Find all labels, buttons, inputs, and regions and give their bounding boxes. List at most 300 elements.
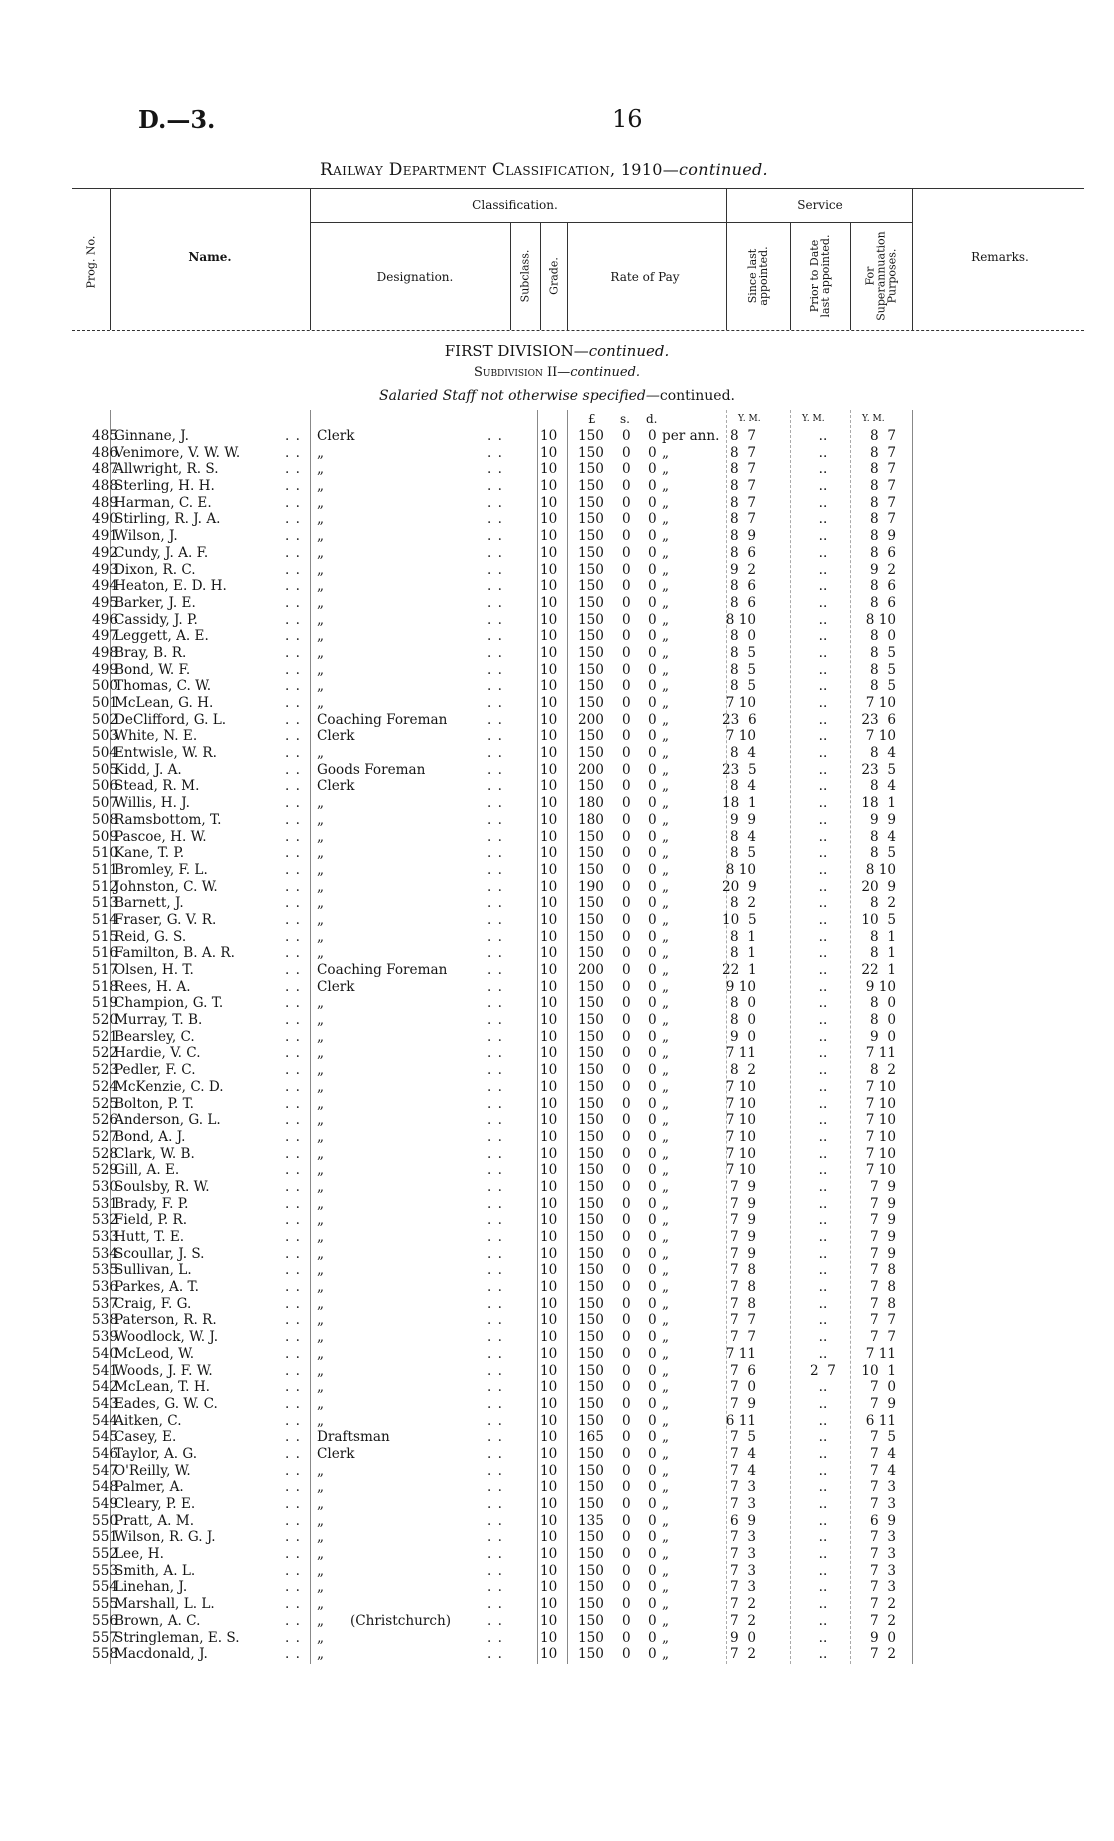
rate-pounds: 150 bbox=[578, 561, 604, 578]
designation: Clerk bbox=[317, 778, 355, 795]
leader-dots: . . bbox=[487, 1195, 503, 1212]
subclass: 10 bbox=[540, 878, 558, 895]
prog-no: 508 bbox=[92, 811, 118, 828]
rate-shillings: 0 bbox=[622, 778, 631, 795]
rate-pence: 0 bbox=[648, 1479, 657, 1496]
table-row bbox=[0, 1012, 1114, 1029]
rate-pounds: 150 bbox=[578, 678, 604, 695]
rate-pounds: 150 bbox=[578, 661, 604, 678]
rate-pence: 0 bbox=[648, 1178, 657, 1195]
leader-dots: . . bbox=[487, 962, 503, 978]
staff-name: Wilson, J. bbox=[114, 528, 178, 545]
rate-pence: 0 bbox=[648, 1345, 657, 1362]
rate-period: „ bbox=[662, 978, 670, 995]
rate-pounds: 150 bbox=[578, 478, 604, 495]
leader-dots: . . bbox=[285, 695, 301, 711]
service-superannuation: 7 8 bbox=[870, 1295, 896, 1312]
staff-name: Bromley, F. L. bbox=[114, 861, 208, 878]
service-prior: .. bbox=[818, 611, 828, 628]
leader-dots: . . bbox=[285, 1562, 301, 1579]
table-row bbox=[0, 1112, 1114, 1129]
rate-period: „ bbox=[662, 895, 670, 912]
staff-name: McKenzie, C. D. bbox=[114, 1078, 224, 1095]
rate-pence: 0 bbox=[648, 611, 657, 628]
leader-dots: . . bbox=[487, 978, 503, 995]
staff-name: Clark, W. B. bbox=[114, 1145, 195, 1162]
rate-period: „ bbox=[662, 644, 670, 661]
designation: „ bbox=[317, 1329, 325, 1346]
leader-dots: . . bbox=[487, 478, 503, 495]
header-since-last-appointed: Since last appointed. bbox=[746, 246, 770, 306]
subclass: 10 bbox=[540, 1479, 558, 1496]
service-superannuation: 8 0 bbox=[870, 628, 896, 645]
col-divider bbox=[726, 188, 727, 330]
service-prior: .. bbox=[818, 945, 828, 962]
table-row bbox=[0, 562, 1114, 579]
leader-dots: . . bbox=[285, 644, 301, 661]
rate-shillings: 0 bbox=[622, 1379, 631, 1396]
prog-no: 557 bbox=[92, 1629, 118, 1646]
rate-pence: 0 bbox=[648, 1229, 657, 1245]
service-superannuation: 8 5 bbox=[870, 644, 896, 661]
table-row bbox=[0, 929, 1114, 946]
leader-dots: . . bbox=[285, 861, 301, 878]
prog-no: 502 bbox=[92, 711, 118, 728]
leader-dots: . . bbox=[285, 962, 301, 978]
table-row bbox=[0, 712, 1114, 729]
subclass: 10 bbox=[540, 1596, 558, 1613]
service-since-last: 8 10 bbox=[725, 861, 756, 878]
service-prior: .. bbox=[818, 895, 828, 912]
staff-table-body bbox=[0, 428, 1114, 1663]
leader-dots: . . bbox=[285, 711, 301, 728]
service-prior: .. bbox=[818, 1195, 828, 1212]
service-superannuation: 7 9 bbox=[870, 1395, 896, 1412]
rate-period: „ bbox=[662, 1412, 670, 1429]
leader-dots: . . bbox=[285, 1312, 301, 1329]
rate-period: „ bbox=[662, 1562, 670, 1579]
col-divider bbox=[310, 188, 311, 330]
rate-period: „ bbox=[662, 811, 670, 828]
rate-shillings: 0 bbox=[622, 1512, 631, 1529]
staff-name: Barker, J. E. bbox=[114, 594, 196, 611]
rate-pence: 0 bbox=[648, 644, 657, 661]
leader-dots: . . bbox=[285, 1612, 301, 1629]
designation: „ bbox=[317, 878, 325, 895]
table-row bbox=[0, 1396, 1114, 1413]
service-since-last: 8 7 bbox=[730, 428, 756, 444]
rate-shillings: 0 bbox=[622, 1279, 631, 1296]
header-top-rule bbox=[72, 188, 1084, 189]
table-row bbox=[0, 1613, 1114, 1630]
prog-no: 487 bbox=[92, 461, 118, 478]
service-superannuation: 7 10 bbox=[865, 1128, 896, 1145]
rate-period: „ bbox=[662, 1262, 670, 1279]
staff-name: Olsen, H. T. bbox=[114, 962, 194, 978]
service-superannuation: 7 2 bbox=[870, 1612, 896, 1629]
service-since-last: 9 9 bbox=[730, 811, 756, 828]
staff-name: Hardie, V. C. bbox=[114, 1045, 201, 1062]
prog-no: 509 bbox=[92, 828, 118, 845]
table-row bbox=[0, 1196, 1114, 1213]
service-since-last: 8 2 bbox=[730, 1062, 756, 1079]
rate-pounds: 150 bbox=[578, 1245, 604, 1262]
rate-period: „ bbox=[662, 444, 670, 461]
rate-pence: 0 bbox=[648, 1579, 657, 1596]
prog-no: 550 bbox=[92, 1512, 118, 1529]
col-divider bbox=[510, 222, 511, 330]
service-prior: .. bbox=[818, 511, 828, 528]
service-superannuation: 7 3 bbox=[870, 1562, 896, 1579]
prog-no: 542 bbox=[92, 1379, 118, 1396]
leader-dots: . . bbox=[487, 1345, 503, 1362]
table-row bbox=[0, 528, 1114, 545]
service-prior: 2 7 bbox=[810, 1362, 836, 1379]
rate-shillings: 0 bbox=[622, 494, 631, 511]
leader-dots: . . bbox=[285, 1395, 301, 1412]
service-superannuation: 7 3 bbox=[870, 1479, 896, 1496]
leader-dots: . . bbox=[285, 1012, 301, 1029]
table-row bbox=[0, 979, 1114, 996]
rate-period: „ bbox=[662, 1012, 670, 1029]
staff-name: Champion, G. T. bbox=[114, 995, 224, 1012]
service-superannuation: 7 10 bbox=[865, 695, 896, 711]
header-bottom-rule bbox=[72, 330, 1084, 331]
service-prior: .. bbox=[818, 1596, 828, 1613]
service-since-last: 20 9 bbox=[722, 878, 757, 895]
service-superannuation: 23 6 bbox=[861, 711, 896, 728]
rate-pence: 0 bbox=[648, 811, 657, 828]
prog-no: 535 bbox=[92, 1262, 118, 1279]
rate-shillings: 0 bbox=[622, 578, 631, 595]
subclass: 10 bbox=[540, 795, 558, 812]
prog-no: 555 bbox=[92, 1596, 118, 1613]
staff-name: Hutt, T. E. bbox=[114, 1229, 185, 1245]
rate-pence: 0 bbox=[648, 444, 657, 461]
subclass: 10 bbox=[540, 761, 558, 778]
leader-dots: . . bbox=[487, 1596, 503, 1613]
table-row bbox=[0, 1529, 1114, 1546]
rate-period: „ bbox=[662, 1612, 670, 1629]
designation: „ bbox=[317, 1279, 325, 1296]
leader-dots: . . bbox=[487, 711, 503, 728]
leader-dots: . . bbox=[285, 1329, 301, 1346]
subclass: 10 bbox=[540, 845, 558, 862]
service-prior: .. bbox=[818, 561, 828, 578]
prog-no: 515 bbox=[92, 928, 118, 945]
service-prior: .. bbox=[818, 478, 828, 495]
rate-period: „ bbox=[662, 1329, 670, 1346]
leader-dots: . . bbox=[285, 1095, 301, 1112]
staff-name: Familton, B. A. R. bbox=[114, 945, 235, 962]
rate-period: „ bbox=[662, 728, 670, 745]
designation: „ bbox=[317, 1112, 325, 1129]
leader-dots: . . bbox=[285, 1295, 301, 1312]
service-since-last: 8 9 bbox=[730, 528, 756, 545]
rate-pounds: 150 bbox=[578, 1078, 604, 1095]
service-superannuation: 7 9 bbox=[870, 1212, 896, 1229]
leader-dots: . . bbox=[487, 911, 503, 928]
designation: „ bbox=[317, 1128, 325, 1145]
subclass: 10 bbox=[540, 528, 558, 545]
designation: „ bbox=[317, 1245, 325, 1262]
table-row bbox=[0, 1513, 1114, 1530]
staff-name: Thomas, C. W. bbox=[114, 678, 212, 695]
rate-pence: 0 bbox=[648, 478, 657, 495]
rate-shillings: 0 bbox=[622, 711, 631, 728]
service-prior: .. bbox=[818, 628, 828, 645]
leader-dots: . . bbox=[285, 1429, 301, 1446]
service-prior: .. bbox=[818, 661, 828, 678]
leader-dots: . . bbox=[487, 511, 503, 528]
rate-pounds: 150 bbox=[578, 1496, 604, 1512]
designation: „ bbox=[317, 1646, 325, 1663]
col-divider bbox=[790, 222, 791, 330]
leader-dots: . . bbox=[285, 1546, 301, 1563]
rate-pounds: 150 bbox=[578, 1479, 604, 1496]
leader-dots: . . bbox=[487, 1295, 503, 1312]
prog-no: 545 bbox=[92, 1429, 118, 1446]
service-superannuation: 7 3 bbox=[870, 1496, 896, 1512]
leader-dots: . . bbox=[285, 1229, 301, 1245]
designation: „ bbox=[317, 1295, 325, 1312]
rate-shillings: 0 bbox=[622, 1112, 631, 1129]
rate-pounds: 150 bbox=[578, 1028, 604, 1045]
designation: „ bbox=[317, 828, 325, 845]
designation: „ bbox=[317, 1496, 325, 1512]
rate-pence: 0 bbox=[648, 594, 657, 611]
designation: „ bbox=[317, 544, 325, 561]
designation: „ bbox=[317, 1178, 325, 1195]
rate-shillings: 0 bbox=[622, 878, 631, 895]
service-prior: .. bbox=[818, 861, 828, 878]
subclass: 10 bbox=[540, 1362, 558, 1379]
service-superannuation: 10 5 bbox=[861, 911, 896, 928]
subclass: 10 bbox=[540, 861, 558, 878]
rate-pounds: 150 bbox=[578, 1395, 604, 1412]
rate-pounds: 150 bbox=[578, 695, 604, 711]
table-row bbox=[0, 1346, 1114, 1363]
leader-dots: . . bbox=[285, 1162, 301, 1179]
prog-no: 531 bbox=[92, 1195, 118, 1212]
subclass: 10 bbox=[540, 1379, 558, 1396]
service-superannuation: 7 10 bbox=[865, 1112, 896, 1129]
subclass: 10 bbox=[540, 644, 558, 661]
rate-period: „ bbox=[662, 1028, 670, 1045]
service-since-last: 7 11 bbox=[725, 1045, 756, 1062]
prog-no: 503 bbox=[92, 728, 118, 745]
rate-period: „ bbox=[662, 761, 670, 778]
rate-shillings: 0 bbox=[622, 678, 631, 695]
leader-dots: . . bbox=[285, 1412, 301, 1429]
rate-pounds: 150 bbox=[578, 1012, 604, 1029]
table-row bbox=[0, 1363, 1114, 1380]
subclass: 10 bbox=[540, 1546, 558, 1563]
rate-period: „ bbox=[662, 628, 670, 645]
subclass: 10 bbox=[540, 1262, 558, 1279]
rate-pence: 0 bbox=[648, 511, 657, 528]
leader-dots: . . bbox=[487, 678, 503, 695]
rate-pence: 0 bbox=[648, 745, 657, 762]
designation: „ bbox=[317, 1045, 325, 1062]
staff-name: Willis, H. J. bbox=[114, 795, 190, 812]
rate-period: „ bbox=[662, 494, 670, 511]
table-row bbox=[0, 1279, 1114, 1296]
table-row bbox=[0, 678, 1114, 695]
service-prior: .. bbox=[818, 461, 828, 478]
rate-pounds: 150 bbox=[578, 1379, 604, 1396]
rate-shillings: 0 bbox=[622, 1429, 631, 1446]
designation: „ bbox=[317, 1162, 325, 1179]
rate-pounds: 150 bbox=[578, 995, 604, 1012]
rate-pence: 0 bbox=[648, 1596, 657, 1613]
subclass: 10 bbox=[540, 828, 558, 845]
service-superannuation: 9 0 bbox=[870, 1629, 896, 1646]
service-prior: .. bbox=[818, 1646, 828, 1663]
designation: „ bbox=[317, 1529, 325, 1546]
leader-dots: . . bbox=[285, 1212, 301, 1229]
staff-name: Allwright, R. S. bbox=[114, 461, 219, 478]
header-service: Service bbox=[797, 198, 843, 212]
staff-name: Johnston, C. W. bbox=[114, 878, 218, 895]
table-row bbox=[0, 912, 1114, 929]
rate-period: „ bbox=[662, 1178, 670, 1195]
staff-name: Anderson, G. L. bbox=[114, 1112, 221, 1129]
service-prior: .. bbox=[818, 1496, 828, 1512]
designation: „ bbox=[317, 1012, 325, 1029]
rate-period: „ bbox=[662, 1145, 670, 1162]
designation: „ bbox=[317, 1462, 325, 1479]
rate-pounds: 150 bbox=[578, 528, 604, 545]
rate-period: „ bbox=[662, 695, 670, 711]
service-prior: .. bbox=[818, 1345, 828, 1362]
rate-pence: 0 bbox=[648, 1045, 657, 1062]
table-row bbox=[0, 628, 1114, 645]
rate-pounds: 150 bbox=[578, 578, 604, 595]
service-superannuation: 7 7 bbox=[870, 1329, 896, 1346]
rate-period: „ bbox=[662, 1095, 670, 1112]
rate-shillings: 0 bbox=[622, 1229, 631, 1245]
leader-dots: . . bbox=[487, 1162, 503, 1179]
service-superannuation: 9 10 bbox=[865, 978, 896, 995]
rate-shillings: 0 bbox=[622, 1646, 631, 1663]
leader-dots: . . bbox=[487, 1412, 503, 1429]
unit-pound: £ bbox=[588, 412, 596, 426]
rate-pence: 0 bbox=[648, 778, 657, 795]
staff-name: Linehan, J. bbox=[114, 1579, 188, 1596]
service-prior: .. bbox=[818, 1479, 828, 1496]
designation: „ bbox=[317, 594, 325, 611]
col-divider bbox=[850, 222, 851, 330]
staff-name: Entwisle, W. R. bbox=[114, 745, 217, 762]
rate-period: „ bbox=[662, 1279, 670, 1296]
rate-pence: 0 bbox=[648, 1028, 657, 1045]
rate-period: „ bbox=[662, 1496, 670, 1512]
subclass: 10 bbox=[540, 1095, 558, 1112]
designation: „ bbox=[317, 1546, 325, 1563]
rate-pence: 0 bbox=[648, 1145, 657, 1162]
subclass: 10 bbox=[540, 1245, 558, 1262]
rate-pence: 0 bbox=[648, 1312, 657, 1329]
service-since-last: 7 8 bbox=[730, 1262, 756, 1279]
rate-period: „ bbox=[662, 1445, 670, 1462]
service-since-last: 7 3 bbox=[730, 1529, 756, 1546]
rate-pence: 0 bbox=[648, 678, 657, 695]
service-superannuation: 8 4 bbox=[870, 745, 896, 762]
table-row bbox=[0, 1045, 1114, 1062]
leader-dots: . . bbox=[487, 811, 503, 828]
rate-shillings: 0 bbox=[622, 1128, 631, 1145]
leader-dots: . . bbox=[285, 878, 301, 895]
rate-pence: 0 bbox=[648, 1162, 657, 1179]
rate-period: „ bbox=[662, 945, 670, 962]
leader-dots: . . bbox=[487, 1112, 503, 1129]
leader-dots: . . bbox=[285, 528, 301, 545]
service-superannuation: 8 0 bbox=[870, 1012, 896, 1029]
rate-period: „ bbox=[662, 828, 670, 845]
rate-pence: 0 bbox=[648, 1379, 657, 1396]
rate-pence: 0 bbox=[648, 528, 657, 545]
document-reference: D.—3. bbox=[138, 105, 216, 134]
service-superannuation: 7 8 bbox=[870, 1279, 896, 1296]
table-row bbox=[0, 545, 1114, 562]
rate-shillings: 0 bbox=[622, 1362, 631, 1379]
leader-dots: . . bbox=[285, 511, 301, 528]
table-row bbox=[0, 612, 1114, 629]
leader-dots: . . bbox=[487, 878, 503, 895]
service-superannuation: 7 9 bbox=[870, 1178, 896, 1195]
leader-dots: . . bbox=[487, 1128, 503, 1145]
rate-shillings: 0 bbox=[622, 644, 631, 661]
designation: „ bbox=[317, 1312, 325, 1329]
leader-dots: . . bbox=[487, 611, 503, 628]
service-prior: .. bbox=[818, 678, 828, 695]
service-superannuation: 8 10 bbox=[865, 861, 896, 878]
service-since-last: 7 4 bbox=[730, 1445, 756, 1462]
service-superannuation: 7 9 bbox=[870, 1195, 896, 1212]
service-prior: .. bbox=[818, 644, 828, 661]
unit-shillings: s. bbox=[620, 412, 630, 426]
rate-pence: 0 bbox=[648, 1412, 657, 1429]
rate-period: „ bbox=[662, 478, 670, 495]
subclass: 10 bbox=[540, 1162, 558, 1179]
rate-pence: 0 bbox=[648, 845, 657, 862]
designation: „ bbox=[317, 1596, 325, 1613]
leader-dots: . . bbox=[487, 1178, 503, 1195]
rate-period: „ bbox=[662, 1646, 670, 1663]
leader-dots: . . bbox=[285, 1245, 301, 1262]
leader-dots: . . bbox=[285, 1646, 301, 1663]
service-prior: .. bbox=[818, 1629, 828, 1646]
service-superannuation: 10 1 bbox=[861, 1362, 896, 1379]
leader-dots: . . bbox=[285, 1496, 301, 1512]
prog-no: 539 bbox=[92, 1329, 118, 1346]
table-row bbox=[0, 1646, 1114, 1663]
leader-dots: . . bbox=[487, 661, 503, 678]
subclass: 10 bbox=[540, 578, 558, 595]
rate-period: „ bbox=[662, 878, 670, 895]
rate-shillings: 0 bbox=[622, 1012, 631, 1029]
rate-pounds: 150 bbox=[578, 828, 604, 845]
designation: „ bbox=[317, 1412, 325, 1429]
service-superannuation: 7 11 bbox=[865, 1345, 896, 1362]
subclass: 10 bbox=[540, 1229, 558, 1245]
rate-pounds: 150 bbox=[578, 1279, 604, 1296]
rate-period: „ bbox=[662, 1195, 670, 1212]
service-prior: .. bbox=[818, 1329, 828, 1346]
table-row bbox=[0, 1212, 1114, 1229]
staff-name: O'Reilly, W. bbox=[114, 1462, 191, 1479]
